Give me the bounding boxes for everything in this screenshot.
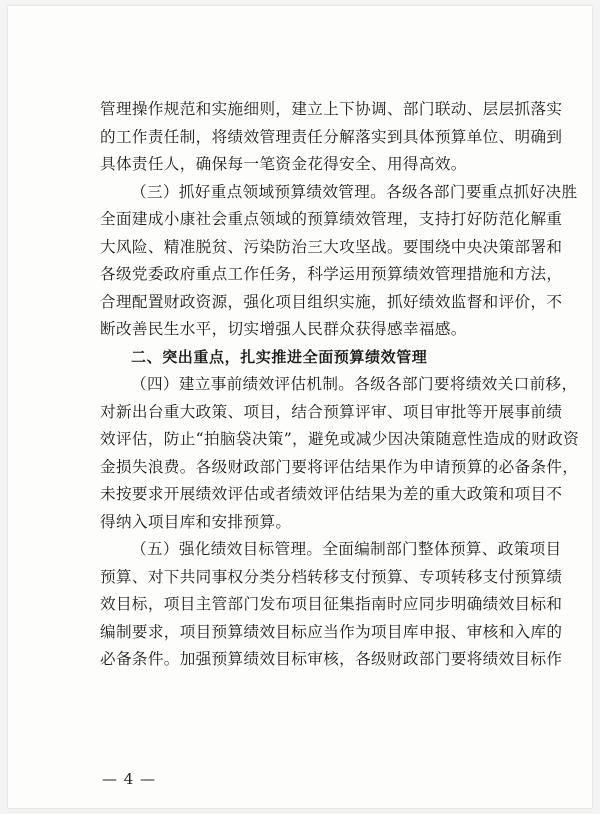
section-heading: 二、突出重点，扎实推进全面预算绩效管理 <box>131 347 428 366</box>
section-five-heading-line: （五）强化绩效目标管理。全面编制部门整体预算、政策项目 <box>131 540 562 558</box>
text-line: 金损失浪费。各级财政部门要将评估结果作为申请预算的必备条件， <box>100 457 579 476</box>
text-line: 的工作责任制，将绩效管理责任分解落实到具体预算单位、明确到 <box>100 127 563 146</box>
text-line: 预算、对下共同事权分类分档转移支付预算、专项转移支付预算绩 <box>100 567 563 586</box>
body-text <box>100 96 580 674</box>
text-line: 管理操作规范和实施细则，建立上下协调、部门联动、层层抓落实 <box>100 100 563 118</box>
text-line: 效评估，防止“拍脑袋决策”，避免或减少因决策随意性造成的财政资 <box>100 430 580 448</box>
text-line: 效目标，项目主管部门发布项目征集指南时应同步明确绩效目标和 <box>100 595 563 613</box>
section-four-heading-line: （四）建立事前绩效评估机制。各级各部门要将绩效关口前移， <box>131 375 578 393</box>
document-page <box>8 6 592 808</box>
text-line: 各级党委政府重点工作任务，科学运用预算绩效管理措施和方法， <box>100 265 563 283</box>
text-line: 对新出台重大政策、项目，结合预算评审、项目审批等开展事前绩 <box>100 402 563 421</box>
text-line: 大风险、精准脱贫、污染防治三大攻坚战。要围绕中央决策部署和 <box>100 237 563 256</box>
text-line: 编制要求，项目预算绩效目标应当作为项目库申报、审核和入库的 <box>100 622 563 641</box>
page-number: — 4 — <box>102 770 157 788</box>
text-line: 断改善民生水平，切实增强人民群众获得感幸福感。 <box>100 320 467 338</box>
text-line: 必备条件。加强预算绩效目标审核，各级财政部门要将绩效目标作 <box>100 650 563 668</box>
text-line: 未按要求开展绩效评估或者绩效评估结果为差的重大政策和项目不 <box>100 485 563 503</box>
text-line: 具体责任人，确保每一笔资金花得安全、用得高效。 <box>100 155 467 173</box>
text-line: 全面建成小康社会重点领域的预算绩效管理，支持打好防范化解重 <box>100 210 563 228</box>
text-line: 合理配置财政资源，强化项目组织实施，抓好绩效监督和评价，不 <box>100 292 563 311</box>
text-line: 得纳入项目库和安排预算。 <box>100 512 292 531</box>
section-three-heading-line: （三）抓好重点领域预算绩效管理。各级各部门要重点抓好决胜 <box>131 182 578 201</box>
